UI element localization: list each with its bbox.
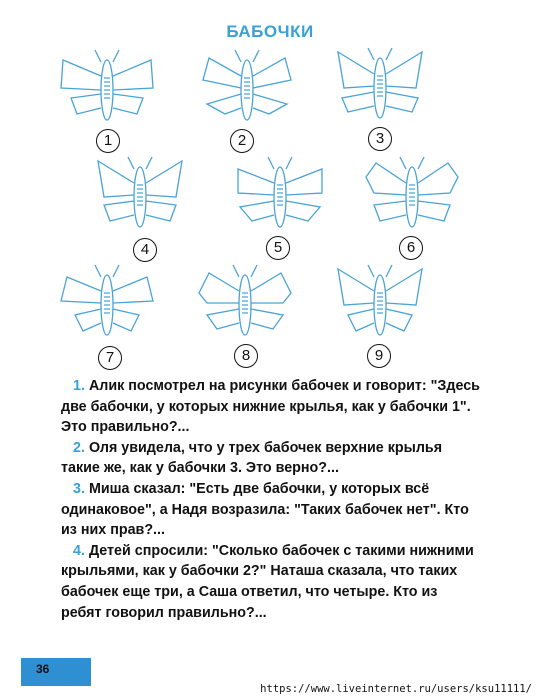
butterfly-7	[57, 263, 157, 345]
task-text: Оля увидела, что у трех бабочек верхние крылья такие же, как у бабочки 3. Это верно?...	[61, 439, 443, 477]
butterfly-5	[230, 155, 330, 237]
butterfly-number-5: 5	[266, 236, 290, 260]
butterfly-6	[362, 155, 462, 237]
task-1	[61, 376, 481, 438]
task-number: 2.	[73, 439, 85, 456]
page-number: 36	[36, 662, 50, 676]
butterfly-number-2: 2	[230, 129, 254, 153]
butterfly-number-8: 8	[234, 344, 258, 368]
butterfly-number-4: 4	[133, 238, 157, 262]
watermark-url: https://www.liveinternet.ru/users/ksu11111/	[260, 683, 532, 695]
task-text: Миша сказал: "Есть две бабочки, у которых всё одинаковое", а Надя возразила: "Таких бабочек нет". Кто из них прав?...	[61, 480, 469, 539]
butterfly-number-6: 6	[399, 236, 423, 260]
task-text: Алик посмотрел на рисунки бабочек и говорит: "Здесь две бабочки, у которых нижние крылья, как у бабочки 1". Это правильно?...	[61, 378, 480, 436]
task-number: 1.	[73, 378, 85, 394]
butterfly-number-7: 7	[98, 346, 122, 370]
page-title: БАБОЧКИ	[226, 22, 314, 41]
butterfly-3	[330, 46, 430, 128]
butterfly-1	[57, 48, 157, 130]
task-list	[61, 376, 481, 623]
task-number: 3.	[73, 480, 85, 497]
task-3	[61, 479, 481, 541]
butterfly-2	[197, 48, 297, 130]
task-number: 4.	[73, 542, 85, 559]
butterfly-number-9: 9	[367, 344, 391, 368]
task-2	[61, 438, 481, 479]
butterfly-9	[330, 263, 430, 345]
butterfly-4	[90, 155, 190, 237]
page-number-box	[21, 658, 91, 686]
butterfly-8	[195, 263, 295, 345]
butterfly-number-1: 1	[96, 129, 120, 153]
butterfly-number-3: 3	[368, 127, 392, 151]
task-text: Детей спросили: "Сколько бабочек с такими нижними крыльями, как у бабочки 2?" Наташа сказала, что таких бабочек еще три, а Саша ответил, что четыре. Кто из ребят говорил правильно?...	[61, 542, 474, 621]
task-4	[61, 541, 481, 623]
